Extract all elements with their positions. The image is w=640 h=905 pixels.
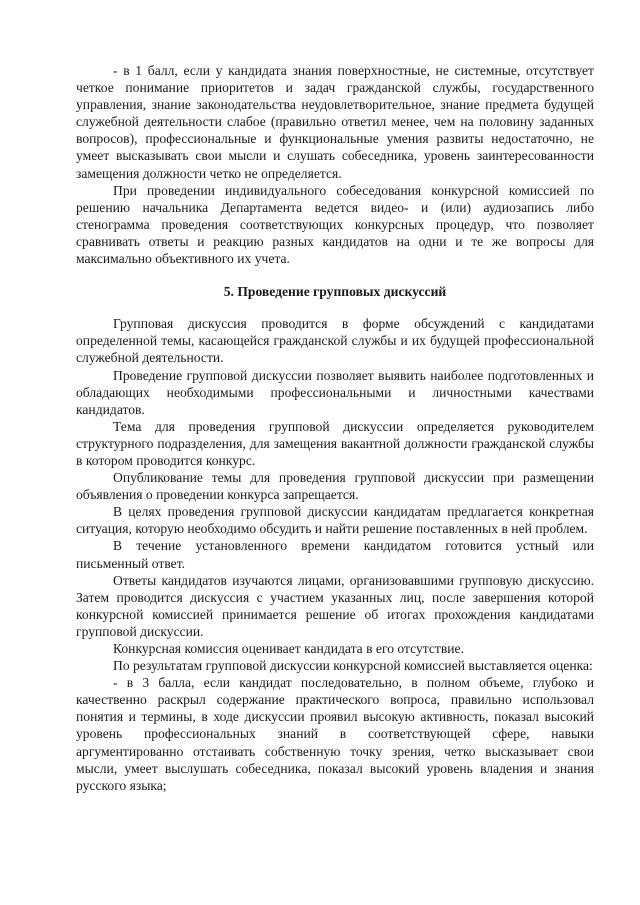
paragraph-evaluation: Конкурсная комиссия оценивает кандидата в его отсутствие. [113, 641, 464, 656]
paragraph-review: Ответы кандидатов изучаются лицами, организовавшими групповую дискуссию. Затем проводится дискуссия с участием указанных лиц, после завершения которой конкурсной комиссией принимается решение об итогах прохождения кандидатами групповой дискуссии. [76, 572, 594, 639]
paragraph-situation: В целях проведения групповой дискуссии кандидатам предлагается конкретная ситуация, которую необходимо обсудить и найти решение поставленных в ней проблем. [76, 504, 594, 537]
paragraph-score-1: - в 1 балл, если у кандидата знания поверхностные, не системные, отсутствует четкое понимание приоритетов и задач гражданской службы, государственного управления, знание законодательства неудовлетворительное, знание предмета будущей служебной деятельности слабое (правильно ответил менее, чем на половину заданных вопросов), профессиональные и функциональные умения развиты недостаточно, не умеет высказывать свои мысли и слушать собеседника, уровень заинтересованности замещения должности четко не определяется. [76, 63, 594, 181]
paragraph-discussion-form: Групповая дискуссия проводится в форме обсуждений с кандидатами определенной темы, касающейся гражданской службы и их будущей профессиональной служебной деятельности. [76, 316, 594, 366]
section-heading: 5. Проведение групповых дискуссий [223, 284, 447, 300]
paragraph-discussion-purpose: Проведение групповой дискуссии позволяет выявить наиболее подготовленных и обладающих необходимыми профессиональными и личностными качествами кандидатов. [76, 367, 594, 417]
paragraph-topic: Тема для проведения групповой дискуссии определяется руководителем структурного подразделения, для замещения вакантной должности гражданской службы в котором проводится конкурс. [76, 418, 594, 468]
paragraph-publication: Опубликование темы для проведения групповой дискуссии при размещении объявления о проведении конкурса запрещается. [76, 470, 594, 503]
document-page [76, 62, 594, 794]
paragraph-answer: В течение установленного времени кандидатом готовится устный или письменный ответ. [76, 538, 594, 571]
paragraph-recording: При проведении индивидуального собеседования конкурсной комиссией по решению начальника Департамента ведется видео- и (или) аудиозапись либо стенограмма проведения соответствующих конкурсных процедур, что позволяет сравнивать ответы и реакцию разных кандидатов на одни и те же вопросы для максимально объективного их учета. [76, 182, 594, 267]
paragraph-grading: По результатам групповой дискуссии конкурсной комиссией выставляется оценка: [113, 658, 593, 674]
paragraph-score-3: - в 3 балла, если кандидат последовательно, в полном объеме, глубоко и качественно раскрыл содержание практического вопроса, правильно использовал понятия и термины, в ходе дискуссии проявил высокую активность, показал высокий уровень профессиональных знаний в соответствующей сфере, навыки аргументированно отстаивать собственную точку зрения, четко высказывает свои мысли, умеет выслушать собеседника, показал высокий уровень владения и знания русского языка; [76, 675, 594, 793]
